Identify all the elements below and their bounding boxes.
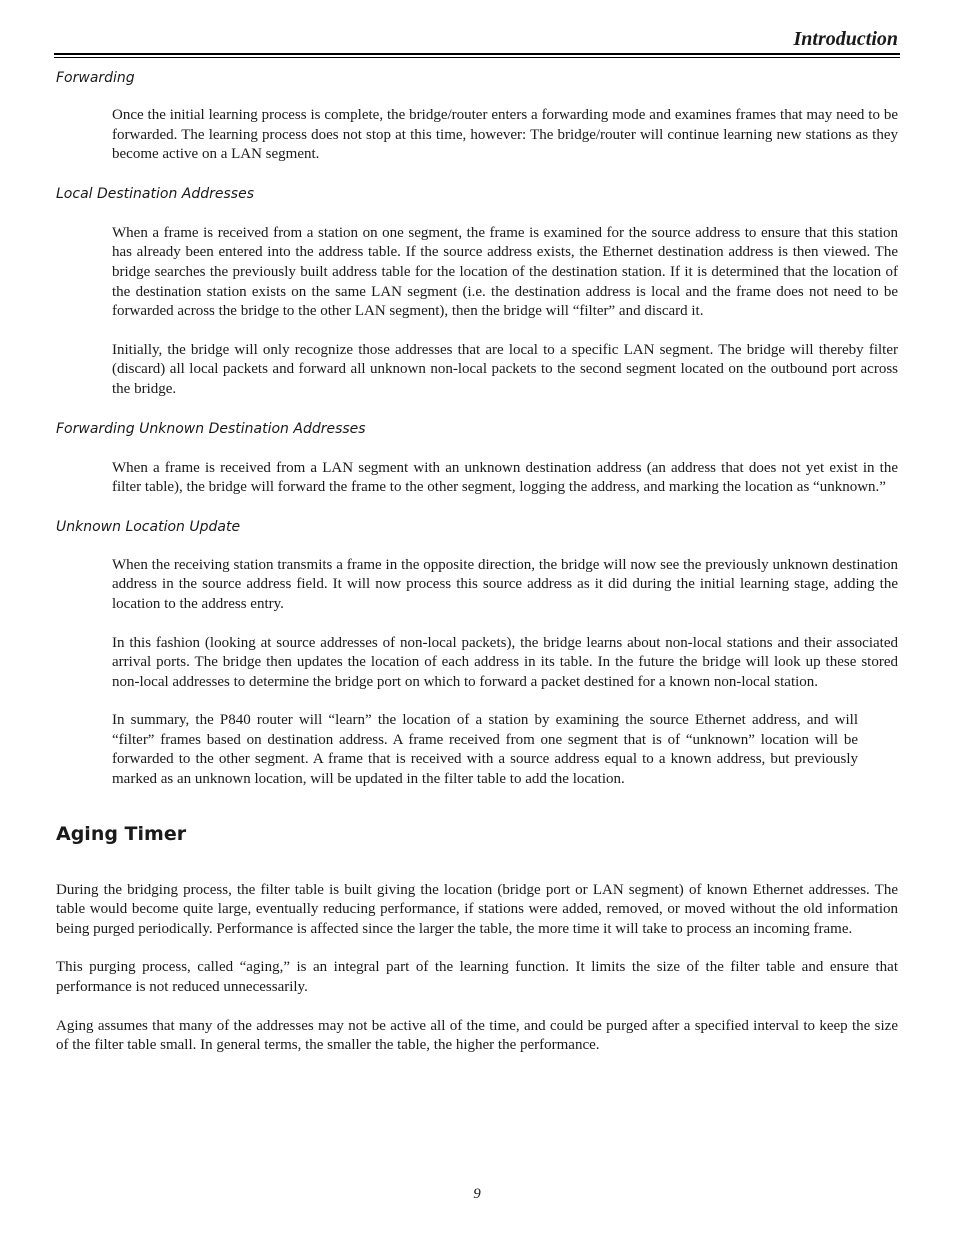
paragraph: Initially, the bridge will only recognize those addresses that are local to a specific LAN segment. The bridge will thereby filter (discard) all local packets and forward all unknown non-local packets to the second segment located on the outbound port across the bridge. [112,341,898,397]
page-number: 9 [473,1186,481,1202]
header-rule-thin [54,57,900,58]
paragraph: When the receiving station transmits a frame in the opposite direction, the bridge will now see the previously unknown destination address in the source address field. It will now process this source address as it did during the initial learning stage, adding the location to the address entry. [112,556,898,612]
header-rule-thick [54,53,900,55]
page-header-title: Introduction [793,28,898,50]
paragraph: In this fashion (looking at source addresses of non-local packets), the bridge learns about non-local stations and their associated arrival ports. The bridge then updates the location of each address in its table. In the future the bridge will look up these stored non-local addresses to determine the bridge port on which to forward a packet destined for a known non-local station. [112,634,898,690]
section-heading-aging-timer: Aging Timer [56,822,187,845]
subheading-forwarding: Forwarding [56,70,135,86]
paragraph: In summary, the P840 router will “learn” the location of a station by examining the source Ethernet address, and will “filter” frames based on destination address. A frame received from one segment that is of “unknown” location will be forwarded to the other segment. A frame that is received with a source address equal to a known address, but previously marked as an unknown location, will be updated in the filter table to add the location. [112,712,858,788]
page-content [56,66,898,1056]
paragraph: When a frame is received from a station on one segment, the frame is examined for the source address to ensure that this station has already been entered into the address table. If the source address exists, the Ethernet destination address is then viewed. The bridge searches the previously built address table for the location of the destination station. If it is determined that the location of the destination station exists on the same LAN segment (i.e. the destination address is local and the frame does not need to be forwarded across the bridge to the other LAN segment), then the bridge will “filter” and discard it. [112,224,898,320]
paragraph: Once the initial learning process is complete, the bridge/router enters a forwarding mode and examines frames that may need to be forwarded. The learning process does not stop at this time, however: The bridge/router will continue learning new stations as they become active on a LAN segment. [112,107,898,163]
subheading-local-destination-addresses: Local Destination Addresses [56,185,254,202]
subheading-unknown-location-update: Unknown Location Update [56,518,241,535]
paragraph: During the bridging process, the filter table is built giving the location (bridge port or LAN segment) of known Ethernet addresses. The table would become quite large, eventually reducing performance, if stations were added, removed, or moved without the old information being purged periodically. Performance is affected since the larger the table, the more time it will take to process an incoming frame. [56,881,898,937]
paragraph: This purging process, called “aging,” is an integral part of the learning function. It limits the size of the filter table and ensure that performance is not reduced unnecessarily. [56,959,898,996]
paragraph: Aging assumes that many of the addresses may not be active all of the time, and could be purged after a specified interval to keep the size of the filter table small. In general terms, the smaller the table, the higher the performance. [56,1017,898,1054]
subheading-forwarding-unknown-destination-addresses: Forwarding Unknown Destination Addresses [56,420,366,437]
paragraph: When a frame is received from a LAN segment with an unknown destination address (an address that does not yet exist in the filter table), the bridge will forward the frame to the other segment, logging the address, and marking the location as “unknown.” [112,459,898,496]
